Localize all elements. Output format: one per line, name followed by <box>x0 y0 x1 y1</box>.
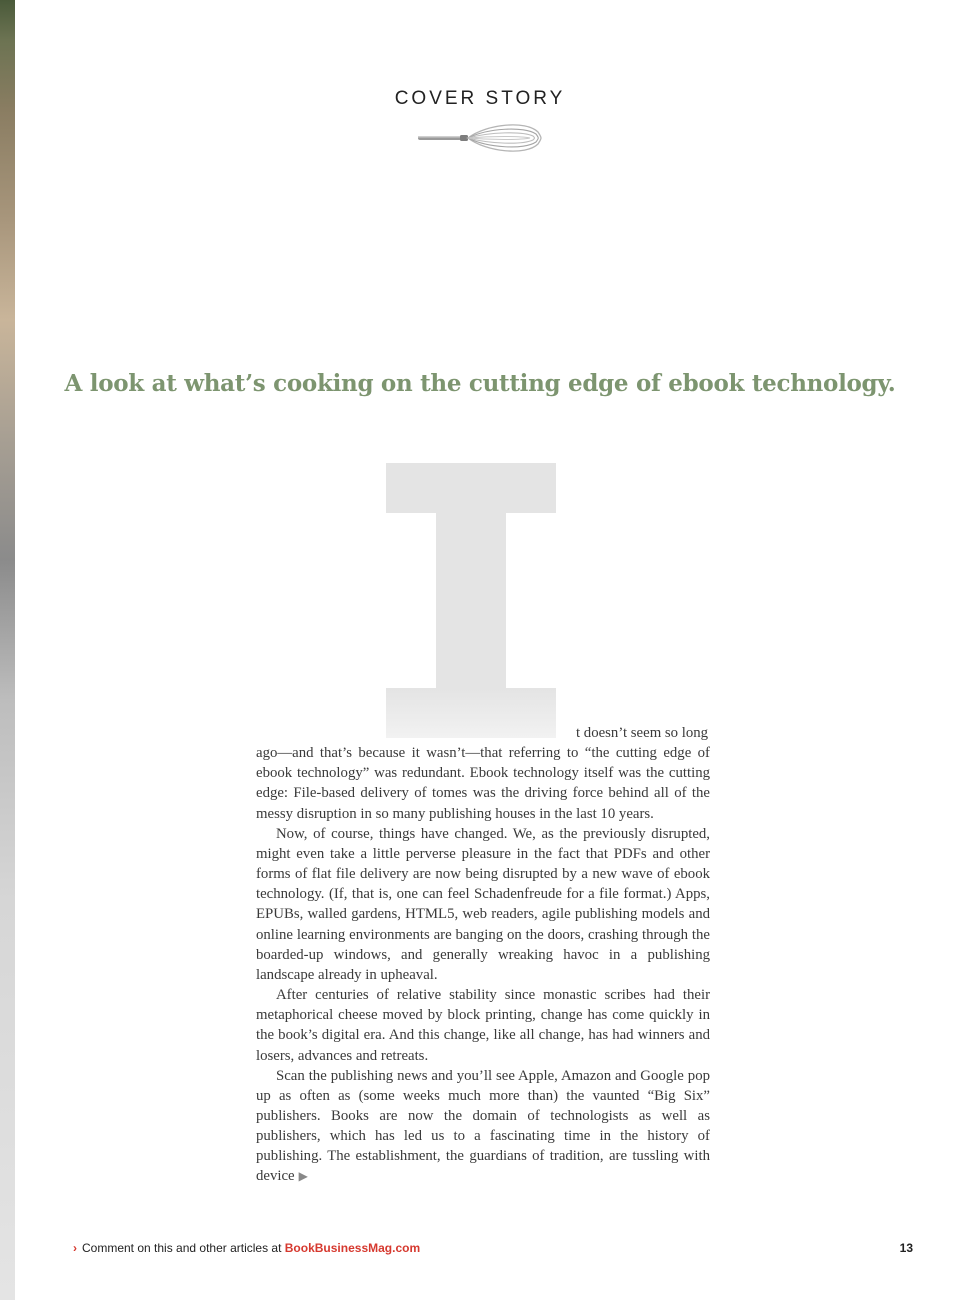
paragraph-1 <box>256 723 710 824</box>
paragraph-1-text: ago—and that’s because it wasn’t—that referring to “the cutting edge of ebook technology” was redundant. Ebook technology itself was the cutting edge: File-based delivery of tomes was the driving force behind all of the messy disruption in so many publishing houses in the last 10 years. <box>256 745 710 822</box>
cover-photo-edge <box>0 0 15 1300</box>
article-body <box>256 723 710 1187</box>
paragraph-4-text: Scan the publishing news and you’ll see Apple, Amazon and Google pop up as often as (some weeks much more than) the vaunted “Big Six” publishers. Books are now the domain of technologists as well as publishers, which has led us to a fascinating time in the history of publishing. The establishment, the guardians of tradition, are tussling with device <box>256 1067 710 1185</box>
whisk-icon <box>416 120 544 156</box>
drop-cap <box>386 463 556 738</box>
paragraph-3: After centuries of relative stability since monastic scribes had their metaphorical cheese moved by block printing, change has come quickly in the book’s digital era. And this change, like all change, has had winners and losers, advances and retreats. <box>256 987 710 1064</box>
triangle-right-icon: ▶ <box>298 1169 308 1184</box>
paragraph-4 <box>256 1066 710 1187</box>
paragraph-2: Now, of course, things have changed. We, as the previously disrupted, might even take a little perverse pleasure in the fact that PDFs and other forms of flat file delivery are now being disrupted by a new wave of ebook technology. (If, that is, one can feel Schadenfreude for a file format.) Apps, EPUBs, walled gardens, HTML5, web readers, agile publishing models and online learning environments are banging on the doors, crashing through the boarded-up windows, and generally wreaking havoc in a publishing landscape already in upheaval. <box>256 825 710 983</box>
page-footer <box>73 1241 913 1255</box>
footer-prompt: Comment on this and other articles at <box>82 1241 285 1255</box>
site-link[interactable]: BookBusinessMag.com <box>284 1241 421 1255</box>
article-dek: A look at what’s cooking on the cutting edge of ebook technology. <box>64 370 896 397</box>
section-label: COVER STORY <box>394 88 566 109</box>
paragraph-1-first-line: t doesn’t seem so long <box>576 725 709 741</box>
chevron-right-icon: › <box>73 1241 77 1255</box>
page-number: 13 <box>899 1241 913 1255</box>
